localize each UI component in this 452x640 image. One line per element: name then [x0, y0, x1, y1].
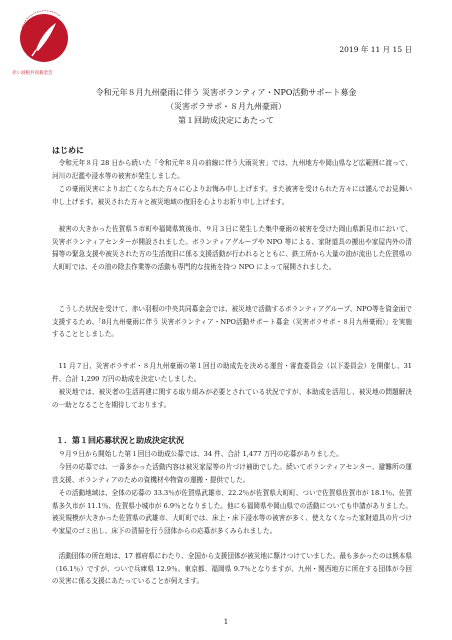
section-1-paragraph-2: 今回の応募では、一番多かった活動内容は被災家屋等の片づけ補助でした。続いてボランティアセンター、避難所の運営支援、ボランティアのための資機材や物資の運搬・提供でした。 — [52, 463, 412, 484]
logo-caption: 赤い羽根共同募金会 — [12, 71, 53, 76]
red-feather-logo-icon — [14, 8, 74, 68]
document-title — [0, 86, 452, 128]
intro-paragraph-1: 令和元年８月 28 日から続いた「令和元年８月の前線に伴う大雨災害」では、九州地方や岡山県など広範囲に渡って、河川の氾濫や浸水等の被害が発生しました。 — [52, 159, 412, 180]
intro-heading: はじめに — [52, 145, 84, 155]
title-line-2: （災害ボラサポ・８月九州豪雨） — [166, 102, 286, 111]
title-line-3: 第１回助成決定にあたって — [178, 116, 274, 125]
document-date: 2019 年 11 月 15 日 — [339, 45, 412, 54]
title-line-1: 令和元年８月九州豪雨に伴う 災害ボランティア・NPO活動サポート募金 — [95, 88, 357, 97]
page-number: 1 — [223, 618, 229, 626]
intro-paragraph-4: こうした状況を受けて、赤い羽根の中央共同募金会では、被災地で活動するボランティアグループ、NPO等を資金面で支援するため、「8月九州豪雨に伴う 災害ボランティア・NPO活動サポート募金（災害ボラサポ・８月九州豪雨）」を実施することとしました。 — [52, 305, 412, 339]
section-1-paragraph-4: 活動団体の所在地は、17 都府県にわたり、全国から支援団体が被災地に駆けつけていました。最も多かったのは熊本県（16.1％）ですが、ついで兵庫県 12.9％、東京都、福岡県 9.7％となりますが、九州・関西地方に所在する団体が今回の災害に係る支援にあたっていることが伺えます。 — [52, 552, 412, 586]
section-1-paragraph-1: ９月９日から開始した第１回目の助成公募では、34 件、合計 1,477 万円の応募がありました。 — [58, 450, 343, 458]
intro-paragraph-6: 被災地では、被災者の生活再建に関する取り組みが必要とされている状況ですが、本助成を活用し、被災地の問題解決の一助となることを期待しております。 — [52, 388, 412, 409]
logo — [14, 8, 74, 68]
section-1-paragraph-3: その活動地域は、全体の応募の 33.3％が佐賀県武雄市、22.2％が佐賀県大町町、ついで佐賀県佐賀市が 18.1％、佐賀県多久市が 11.1％、佐賀県小城市が 6.9％となりました。他にも福岡県や岡山県での活動についても申請がありました。被災規模が大きかった佐賀県の武雄市、大町町では、床上・床下浸水等の被害が多く、使えなくなった家財道具の片づけや家屋のゴミ出し、床下の清掃を行う団体からの応募が多くみられました。 — [52, 489, 412, 535]
intro-paragraph-2: この豪雨災害によりお亡くなられた方々に心よりお悔み申し上げます。また被害を受けられた方々には謹んでお見舞い申し上げます。被災された方々と被災地域の復旧を心よりお祈り申し上げます。 — [52, 185, 412, 206]
section-1-heading: １．第１回応募状況と助成決定状況 — [56, 435, 184, 445]
intro-paragraph-5: 11 月７日、災害ボラサポ・８月九州豪雨の第１回目の助成先を決める運営・審査委員会（以下委員会）を開催し、31 件、合計 1,299 万円の助成を決定いたしました。 — [52, 362, 412, 383]
intro-paragraph-3: 被害の大きかった佐賀県５市町や福岡県筑後市、９月３日に発生した集中豪雨の被害を受けた岡山県新見市において、災害ボランティアセンターが開設されました。ボランティアグループや NPO 等による、家財道具の搬出や家屋内外の清掃等の緊急支援や被災された方の生活復旧に係る支援活動が行われるとともに、鉄工所から大量の油が流出した佐賀県の大町町では、その油の除去作業等の活動も専門的な技術を持つ NPO によって展開されました。 — [52, 225, 412, 271]
